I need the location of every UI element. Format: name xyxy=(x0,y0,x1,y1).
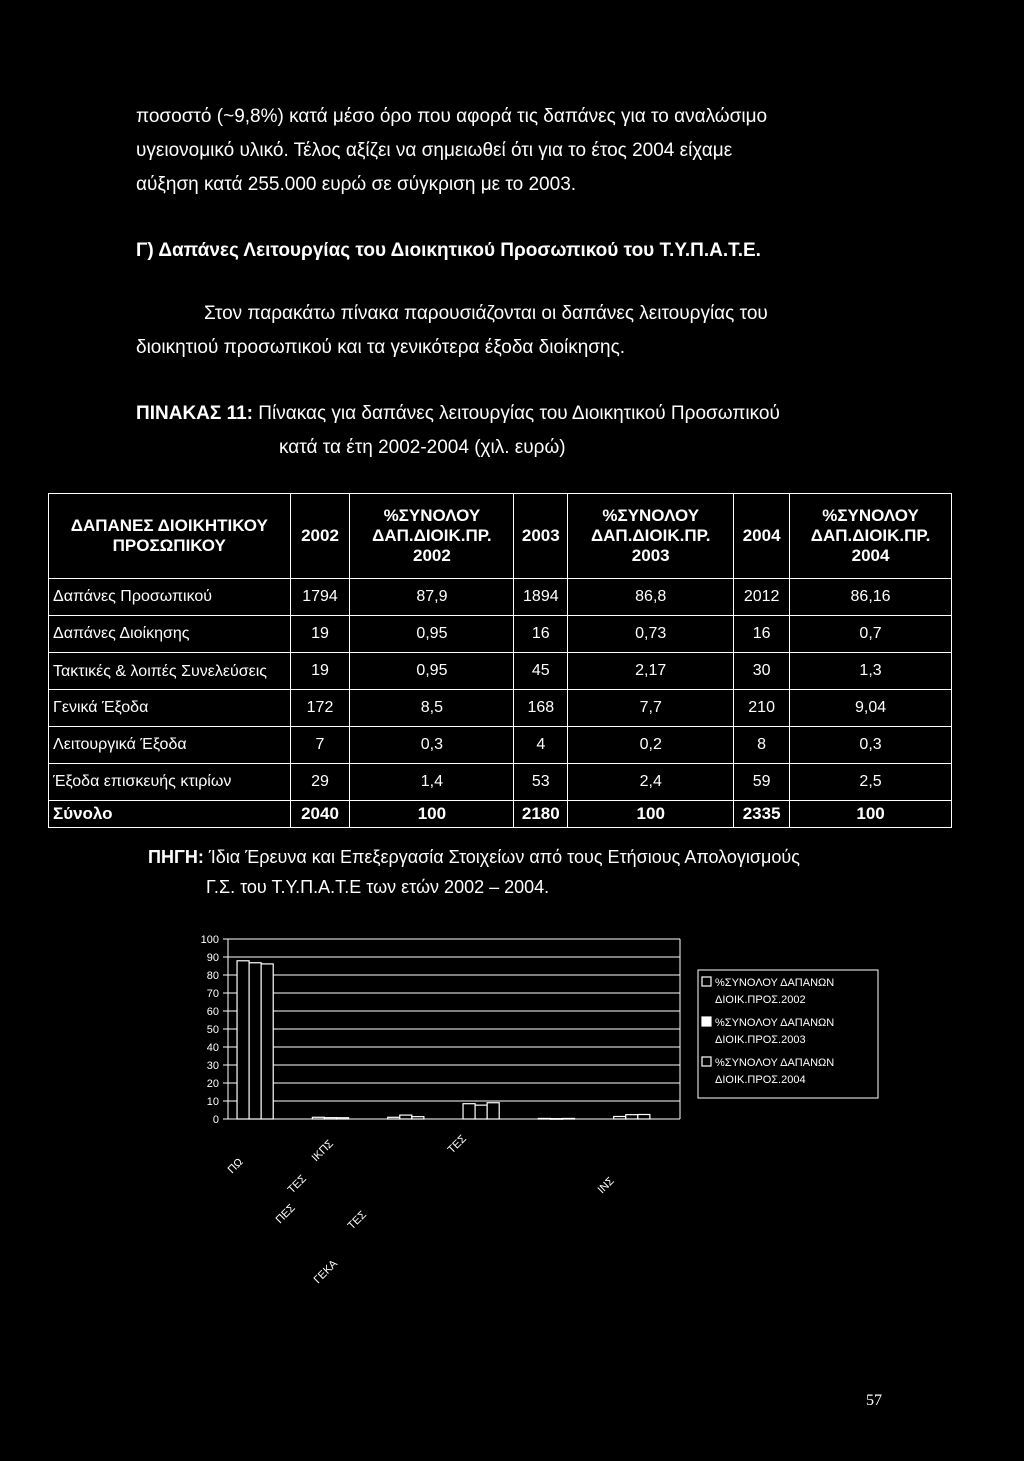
section-heading: Γ) Δαπάνες Λειτουργίας του Διοικητικού Προσωπικού του Τ.Υ.Π.Α.Τ.Ε. xyxy=(136,240,761,261)
table-cell: Γενικά Έξοδα xyxy=(49,690,291,727)
table-cell: 172 xyxy=(290,690,350,727)
table-cell: 9,04 xyxy=(790,690,952,727)
table-caption-line1: Πίνακας για δαπάνες λειτουργίας του Διοικητικού Προσωπικού xyxy=(258,403,780,424)
bar xyxy=(626,1115,638,1119)
table-cell: Δαπάνες Προσωπικού xyxy=(49,579,291,616)
source-line2: Γ.Σ. του Τ.Υ.Π.Α.Τ.Ε των ετών 2002 – 2004. xyxy=(206,877,550,897)
table-cell: Λειτουργικά Έξοδα xyxy=(49,727,291,764)
table-cell: 8 xyxy=(734,727,790,764)
x-tick-label: ΤΕΣ xyxy=(345,1208,369,1233)
legend-label: %ΣΥΝΟΛΟΥ ΔΑΠΑΝΩΝ xyxy=(715,1057,835,1069)
legend-label: ΔΙΟΙΚ.ΠΡΟΣ.2004 xyxy=(715,1074,806,1086)
y-tick-label: 0 xyxy=(212,1114,219,1126)
table-header-cell: ΔΑΠΑΝΕΣ ΔΙΟΙΚΗΤΙΚΟΥ ΠΡΟΣΩΠΙΚΟΥ xyxy=(49,494,291,579)
bar xyxy=(324,1118,336,1119)
table-cell: Δαπάνες Διοίκησης xyxy=(49,616,291,653)
y-tick-label: 60 xyxy=(206,1006,219,1018)
y-tick-label: 30 xyxy=(206,1060,219,1072)
intro-paragraph xyxy=(136,100,882,202)
table-cell: 0,2 xyxy=(568,727,734,764)
section-paragraph xyxy=(136,297,882,365)
table-header-cell: %ΣΥΝΟΛΟΥ ΔΑΠ.ΔΙΟΙΚ.ΠΡ. 2004 xyxy=(790,494,952,579)
legend-label: ΔΙΟΙΚ.ΠΡΟΣ.2002 xyxy=(715,994,806,1006)
table-cell: 100 xyxy=(568,801,734,828)
table-cell: 1,3 xyxy=(790,653,952,690)
legend-label: %ΣΥΝΟΛΟΥ ΔΑΠΑΝΩΝ xyxy=(715,1017,835,1029)
table-caption xyxy=(136,397,780,465)
source-label: ΠΗΓΗ: xyxy=(148,847,204,867)
table-header-cell: 2003 xyxy=(514,494,568,579)
legend-swatch xyxy=(702,1057,711,1066)
legend-swatch xyxy=(702,977,711,986)
y-tick-label: 90 xyxy=(206,952,219,964)
table-cell: 0,95 xyxy=(350,616,514,653)
table-cell: Έξοδα επισκευής κτιρίων xyxy=(49,764,291,801)
table-cell: 1894 xyxy=(514,579,568,616)
table-cell: 86,8 xyxy=(568,579,734,616)
table-cell: 2335 xyxy=(734,801,790,828)
legend-label: %ΣΥΝΟΛΟΥ ΔΑΠΑΝΩΝ xyxy=(715,977,835,989)
bar xyxy=(638,1115,650,1120)
table-caption-line2: κατά τα έτη 2002-2004 (χιλ. ευρώ) xyxy=(279,437,566,458)
table-cell: 86,16 xyxy=(790,579,952,616)
bar xyxy=(550,1119,562,1120)
table-cell: 87,9 xyxy=(350,579,514,616)
table-cell: 59 xyxy=(734,764,790,801)
table-row xyxy=(49,579,952,616)
intro-line: αύξηση κατά 255.000 ευρώ σε σύγκριση με το 2003. xyxy=(136,174,577,195)
table-cell: Τακτικές & λοιπές Συνελεύσεις xyxy=(49,653,291,690)
x-tick-label: ΠΩ xyxy=(225,1156,246,1177)
y-tick-label: 10 xyxy=(206,1096,219,1108)
x-tick-label: ΤΕΣ xyxy=(445,1132,469,1157)
table-row xyxy=(49,764,952,801)
table-cell: 0,3 xyxy=(350,727,514,764)
table-header-cell: %ΣΥΝΟΛΟΥ ΔΑΠ.ΔΙΟΙΚ.ΠΡ. 2003 xyxy=(568,494,734,579)
table-row xyxy=(49,653,952,690)
table-cell: 2180 xyxy=(514,801,568,828)
table-caption-label: ΠΙΝΑΚΑΣ 11: xyxy=(136,403,253,424)
bar xyxy=(487,1103,499,1119)
table-cell: 4 xyxy=(514,727,568,764)
table-cell: 29 xyxy=(290,764,350,801)
expenses-chart xyxy=(140,912,880,1322)
x-tick-label: ΠΕΣ xyxy=(273,1202,298,1227)
table-cell: 2,17 xyxy=(568,653,734,690)
table-row xyxy=(49,690,952,727)
table-cell: 2,4 xyxy=(568,764,734,801)
table-cell: 0,7 xyxy=(790,616,952,653)
bar xyxy=(336,1118,348,1119)
x-tick-label: ΙΝΣ xyxy=(595,1175,617,1197)
bar xyxy=(562,1118,574,1119)
table-cell: 7 xyxy=(290,727,350,764)
table-row xyxy=(49,616,952,653)
table-cell: 0,95 xyxy=(350,653,514,690)
bar xyxy=(312,1117,324,1119)
table-cell: 210 xyxy=(734,690,790,727)
table-row xyxy=(49,727,952,764)
source-note xyxy=(148,842,800,902)
bar xyxy=(249,963,261,1119)
table-header-cell: 2004 xyxy=(734,494,790,579)
table-cell: 2,5 xyxy=(790,764,952,801)
table-cell: 100 xyxy=(790,801,952,828)
legend-label: ΔΙΟΙΚ.ΠΡΟΣ.2003 xyxy=(715,1034,806,1046)
x-tick-label: ΙΚΠΣ xyxy=(309,1137,336,1165)
table-cell: 16 xyxy=(514,616,568,653)
table-cell: 7,7 xyxy=(568,690,734,727)
table-header-cell: 2002 xyxy=(290,494,350,579)
table-header-row xyxy=(49,494,952,579)
table-cell: 1,4 xyxy=(350,764,514,801)
bar xyxy=(237,961,249,1119)
y-tick-label: 50 xyxy=(206,1024,219,1036)
table-cell: 100 xyxy=(350,801,514,828)
x-tick-label: ΤΕΣ xyxy=(285,1172,309,1197)
intro-line: υγειονομικό υλικό. Τέλος αξίζει να σημειωθεί ότι για το έτος 2004 είχαμε xyxy=(136,140,733,161)
bar xyxy=(400,1115,412,1119)
table-header-cell: %ΣΥΝΟΛΟΥ ΔΑΠ.ΔΙΟΙΚ.ΠΡ. 2002 xyxy=(350,494,514,579)
page-number: 57 xyxy=(866,1392,882,1409)
y-tick-label: 80 xyxy=(206,970,219,982)
table-cell: 0,3 xyxy=(790,727,952,764)
table-cell: 168 xyxy=(514,690,568,727)
bar xyxy=(261,964,273,1119)
chart-svg xyxy=(140,912,880,1322)
y-tick-label: 100 xyxy=(200,934,219,946)
table-cell: Σύνολο xyxy=(49,801,291,828)
legend-swatch xyxy=(702,1017,711,1026)
table-cell: 8,5 xyxy=(350,690,514,727)
table-cell: 2040 xyxy=(290,801,350,828)
y-tick-label: 20 xyxy=(206,1078,219,1090)
expenses-table xyxy=(48,493,952,828)
table-cell: 19 xyxy=(290,616,350,653)
bar xyxy=(475,1105,487,1119)
table-cell: 0,73 xyxy=(568,616,734,653)
x-tick-label: ΓΕΚΑ xyxy=(311,1257,340,1287)
table-cell: 19 xyxy=(290,653,350,690)
bar xyxy=(614,1116,626,1119)
table-cell: 45 xyxy=(514,653,568,690)
y-tick-label: 70 xyxy=(206,988,219,1000)
y-tick-label: 40 xyxy=(206,1042,219,1054)
table-total-row xyxy=(49,801,952,828)
bar xyxy=(463,1104,475,1119)
section-line: διοικητιού προσωπικού και τα γενικότερα έξοδα διοίκησης. xyxy=(136,337,626,358)
table-cell: 2012 xyxy=(734,579,790,616)
bar xyxy=(388,1117,400,1119)
source-line1: Ίδια Έρευνα και Επεξεργασία Στοιχείων από τους Ετήσιους Απολογισμούς xyxy=(208,847,800,867)
table-cell: 53 xyxy=(514,764,568,801)
bar xyxy=(412,1117,424,1119)
table-cell: 30 xyxy=(734,653,790,690)
table-cell: 1794 xyxy=(290,579,350,616)
section-line: Στον παρακάτω πίνακα παρουσιάζονται οι δαπάνες λειτουργίας του xyxy=(204,303,768,324)
bar xyxy=(538,1118,550,1119)
table-cell: 16 xyxy=(734,616,790,653)
intro-line: ποσοστό (~9,8%) κατά μέσο όρο που αφορά τις δαπάνες για το αναλώσιμο xyxy=(136,106,768,127)
